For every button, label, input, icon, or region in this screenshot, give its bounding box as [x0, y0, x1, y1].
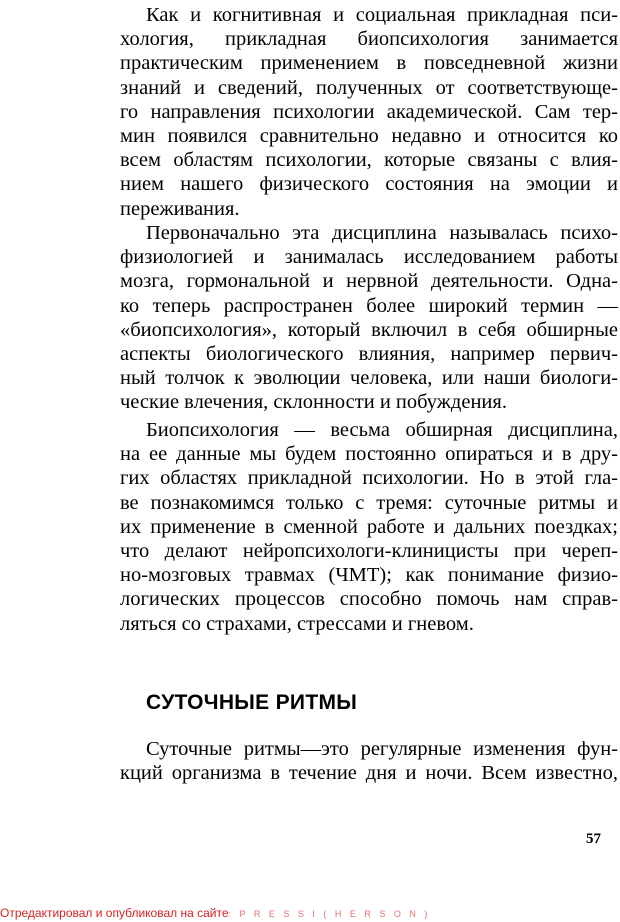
text-line: ный толчок к эволюции человека, или наши биологи- — [120, 367, 618, 390]
text-line: практическим применением в повседневной жизни — [120, 52, 618, 75]
text-line: Суточные ритмы—это регулярные изменения фун- — [146, 738, 618, 760]
footer-credit — [0, 906, 430, 920]
text-line: мин появился сравнительно недавно и относится ко — [120, 124, 618, 147]
section-heading: СУТОЧНЫЕ РИТМЫ — [146, 691, 358, 714]
text-line: ляться со страхами, стрессами и гневом. — [120, 612, 474, 635]
paragraph — [120, 737, 618, 785]
text-line: логических процессов способно помочь нам справ- — [120, 588, 618, 611]
text-line: ческие влечения, склонности и побуждения. — [120, 391, 507, 414]
footer-text: Отредактировал и опубликовал на сайте — [0, 906, 229, 920]
text-line: физиологией и занималась исследованием работы — [120, 246, 618, 269]
text-line: переживания. — [120, 197, 240, 220]
page-number: 57 — [586, 831, 601, 847]
text-line: Биопсихология — весьма обширная дисциплина, — [146, 419, 618, 441]
text-line: аспекты биологического влияния, например первич- — [120, 342, 618, 365]
text-line: Первоначально эта дисциплина называлась психо- — [146, 222, 618, 244]
text-line: но-мозговых травмах (ЧМТ); как понимание физио- — [120, 564, 618, 587]
text-line: нием нашего физического состояния на эмоции и — [120, 173, 618, 196]
text-line: кций организма в течение дня и ночи. Всем известно, — [120, 762, 618, 785]
text-line: «биопсихология», который включил в себя обширные — [120, 318, 618, 341]
paragraph — [120, 3, 618, 221]
footer-site: : P R E S S I ( H E R S O N ) — [228, 909, 431, 919]
text-line: всем областям психологии, которые связаны с влия- — [120, 149, 618, 172]
text-line: хология, прикладная биопсихология занимается — [120, 28, 618, 51]
text-line: Как и когнитивная и социальная прикладная пси- — [146, 4, 618, 26]
text-line: знаний и сведений, полученных от соответствующе- — [120, 76, 618, 99]
text-line: мозга, гормональной и нервной деятельности. Одна- — [120, 270, 618, 293]
text-line: гих областях прикладной психологии. Но в этой гла- — [120, 467, 618, 490]
paragraph — [120, 418, 618, 636]
text-line: ве познакомимся только с тремя: суточные ритмы и — [120, 491, 618, 514]
text-line: их применение в сменной работе и дальних поездках; — [120, 515, 618, 538]
paragraph — [120, 221, 618, 415]
text-line: ко теперь распространен более широкий термин — — [120, 294, 618, 317]
text-line: на ее данные мы будем постоянно опираться и в дру- — [120, 443, 618, 466]
text-line: го направления психологии академической. Сам тер- — [120, 100, 618, 123]
text-line: что делают нейропсихологи-клиницисты при череп- — [120, 539, 618, 562]
